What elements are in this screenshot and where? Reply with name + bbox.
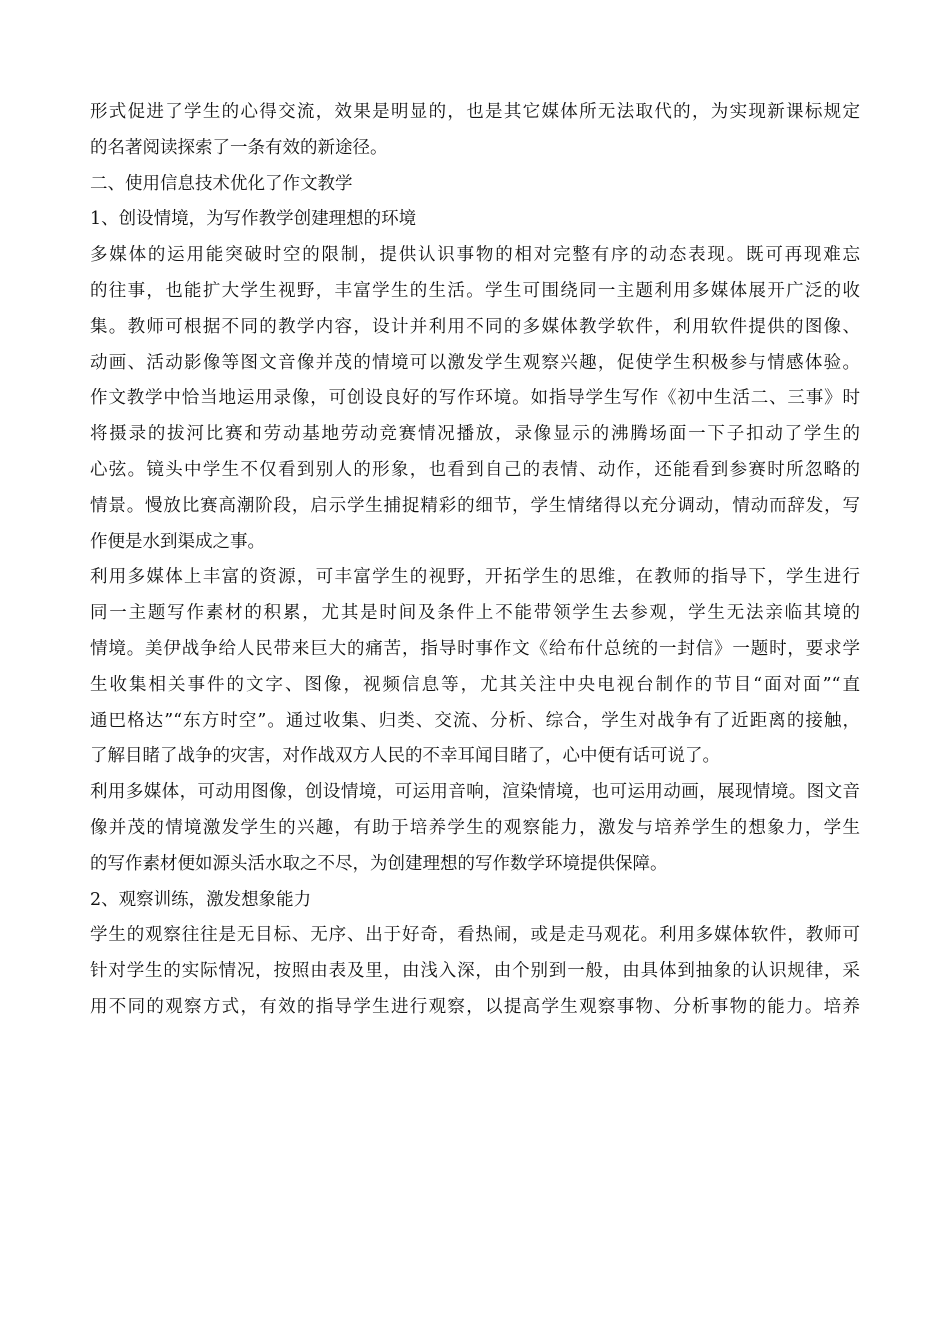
text-line: 作便是水到渠成之事。	[90, 531, 265, 552]
text-line: 针对学生的实际情况，按照由表及里，由浅入深，由个别到一般，由具体到抽象的认识规律，采	[90, 961, 860, 982]
text-line: 动画、活动影像等图文音像并茂的情境可以激发学生观察兴趣，促使学生积极参与情感体验。	[90, 352, 860, 373]
text-line: 情境。美伊战争给人民带来巨大的痛苦，指导时事作文《给布什总统的一封信》一题时，要求学	[90, 638, 860, 659]
subsection-heading: 1、创设情境，为写作教学创建理想的环境	[90, 209, 417, 230]
document-body	[90, 95, 860, 1026]
subsection-heading: 2、观察训练，激发想象能力	[90, 889, 312, 910]
section-heading: 二、使用信息技术优化了作文教学	[90, 173, 353, 194]
text-line: 利用多媒体，可动用图像，创设情境，可运用音响，渲染情境，也可运用动画，展现情境。图文音	[90, 782, 860, 803]
text-line: 将摄录的拔河比赛和劳动基地劳动竞赛情况播放，录像显示的沸腾场面一下子扣动了学生的	[90, 424, 860, 445]
text-line: 像并茂的情境激发学生的兴趣，有助于培养学生的观察能力，激发与培养学生的想象力，学生	[90, 817, 860, 838]
text-line: 情景。慢放比赛高潮阶段，启示学生捕捉精彩的细节，学生情绪得以充分调动，情动而辞发，写	[90, 495, 860, 516]
text-line: 的往事，也能扩大学生视野，丰富学生的生活。学生可围绕同一主题利用多媒体展开广泛的收	[90, 280, 860, 301]
text-line: 多媒体的运用能突破时空的限制，提供认识事物的相对完整有序的动态表现。既可再现难忘	[90, 245, 860, 266]
text-line: 用不同的观察方式，有效的指导学生进行观察，以提高学生观察事物、分析事物的能力。培养	[90, 996, 860, 1017]
text-line: 通巴格达”“东方时空”。通过收集、归类、交流、分析、综合，学生对战争有了近距离的接触，	[90, 710, 860, 731]
text-line: 生收集相关事件的文字、图像，视频信息等，尤其关注中央电视台制作的节目“面对面”“直	[90, 674, 860, 695]
text-line: 的写作素材便如源头活水取之不尽，为创建理想的写作数学环境提供保障。	[90, 853, 668, 874]
text-line: 集。教师可根据不同的教学内容，设计并利用不同的多媒体教学软件，利用软件提供的图像、	[90, 316, 860, 337]
text-line: 学生的观察往往是无目标、无序、出于好奇，看热闹，或是走马观花。利用多媒体软件，教师可	[90, 925, 860, 946]
text-line: 同一主题写作素材的积累，尤其是时间及条件上不能带领学生去参观，学生无法亲临其境的	[90, 603, 860, 624]
text-line: 了解目睹了战争的灾害，对作战双方人民的不幸耳闻目睹了，心中便有话可说了。	[90, 746, 720, 767]
text-line: 利用多媒体上丰富的资源，可丰富学生的视野，开拓学生的思维，在教师的指导下，学生进行	[90, 567, 860, 588]
text-line: 形式促进了学生的心得交流，效果是明显的，也是其它媒体所无法取代的，为实现新课标规定	[90, 102, 860, 122]
text-line: 作文教学中恰当地运用录像，可创设良好的写作环境。如指导学生写作《初中生活二、三事》时	[90, 388, 860, 409]
text-line: 心弦。镜头中学生不仅看到别人的形象，也看到自己的表情、动作，还能看到参赛时所忽略的	[90, 459, 860, 480]
text-line: 的名著阅读探索了一条有效的新途径。	[90, 137, 388, 158]
